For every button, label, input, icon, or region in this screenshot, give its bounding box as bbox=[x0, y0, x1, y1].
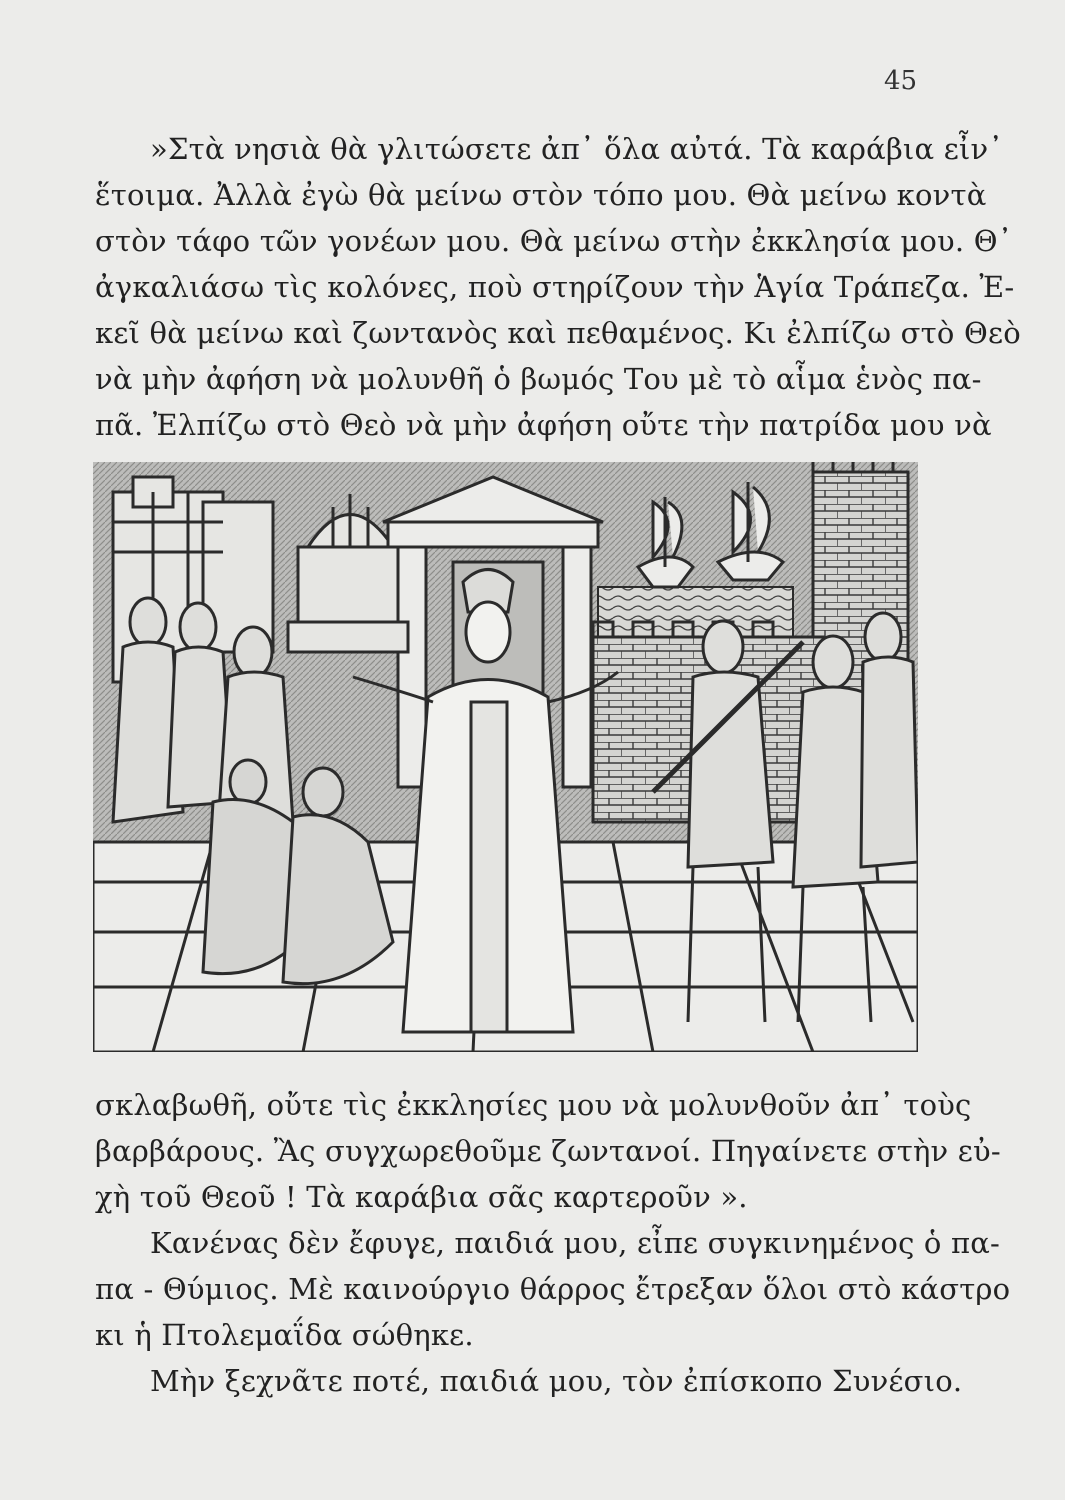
paragraph-line: νὰ μὴν ἀφήση νὰ μολυνθῆ ὁ βωμός Του μὲ τὸ αἷμα ἑνὸς πα- bbox=[95, 362, 982, 396]
woodcut-svg bbox=[93, 462, 918, 1052]
paragraph-line: »Στὰ νησιὰ θὰ γλιτώσετε ἀπ᾽ ὅλα αὐτά. Τὰ καράβια εἶν᾽ bbox=[150, 132, 1004, 166]
paragraph-line: χὴ τοῦ Θεοῦ ! Τὰ καράβια σᾶς καρτεροῦν ». bbox=[95, 1180, 748, 1214]
text-block-top bbox=[95, 126, 1021, 448]
woodcut-illustration bbox=[93, 462, 918, 1052]
page-number: 45 bbox=[884, 66, 918, 96]
left-figures-group bbox=[113, 598, 293, 827]
paragraph-line: στὸν τάφο τῶν γονέων μου. Θὰ μείνω στὴν ἐκκλησία μου. Θ᾽ bbox=[95, 224, 1013, 258]
paragraph-line: ἀγκαλιάσω τὶς κολόνες, ποὺ στηρίζουν τὴν Ἁγία Τράπεζα. Ἐ- bbox=[95, 270, 1015, 304]
paragraph-line: πᾶ. Ἐλπίζω στὸ Θεὸ νὰ μὴν ἀφήση οὔτε τὴν πατρίδα μου νὰ bbox=[95, 408, 992, 442]
paragraph-line: κεῖ θὰ μείνω καὶ ζωντανὸς καὶ πεθαμένος. Κι ἐλπίζω στὸ Θεὸ bbox=[95, 316, 1021, 350]
text-block-bottom bbox=[95, 1082, 1011, 1404]
paragraph-line: σκλαβωθῆ, οὔτε τὶς ἐκκλησίες μου νὰ μολυνθοῦν ἀπ᾽ τοὺς bbox=[95, 1088, 972, 1122]
paragraph-line: πα - Θύμιος. Μὲ καινούργιο θάρρος ἔτρεξαν ὅλοι στὸ κάστρο bbox=[95, 1272, 1011, 1306]
paragraph-line: Μὴν ξεχνᾶτε ποτέ, παιδιά μου, τὸν ἐπίσκοπο Συνέσιο. bbox=[150, 1364, 963, 1398]
paragraph-line: ἕτοιμα. Ἀλλὰ ἐγὼ θὰ μείνω στὸν τόπο μου. Θὰ μείνω κοντὰ bbox=[95, 178, 987, 212]
paragraph-line: κι ἡ Πτολεμαΐδα σώθηκε. bbox=[95, 1318, 474, 1352]
paragraph-line: βαρβάρους. Ἂς συγχωρεθοῦμε ζωντανοί. Πηγαίνετε στὴν εὐ- bbox=[95, 1134, 1001, 1168]
paragraph-line: Κανένας δὲν ἔφυγε, παιδιά μου, εἶπε συγκινημένος ὁ πα- bbox=[150, 1226, 1001, 1260]
